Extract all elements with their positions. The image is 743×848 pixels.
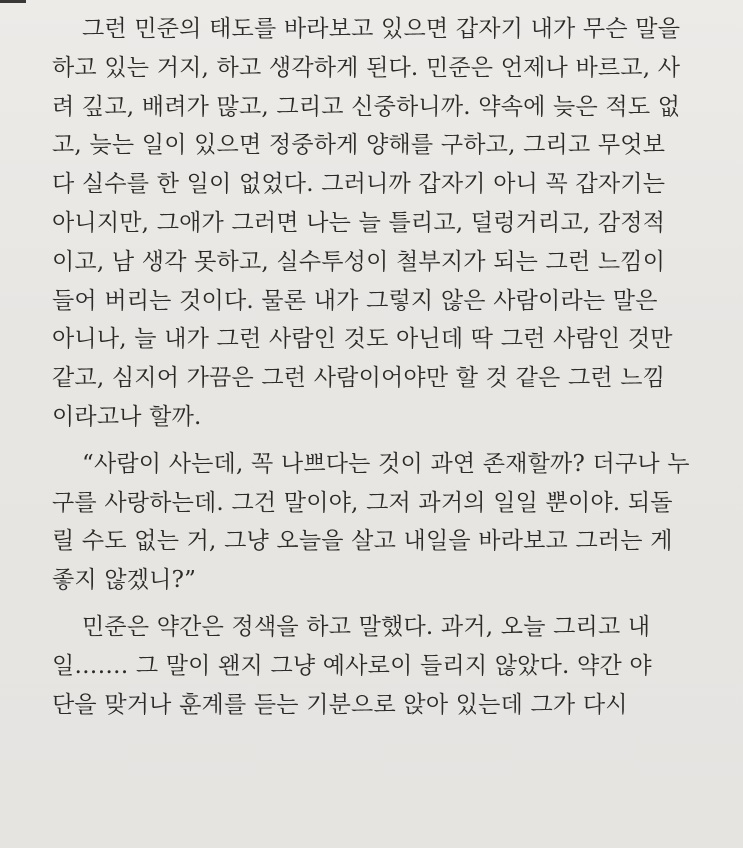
text-line: “사람이 사는데, 꼭 나쁘다는 것이 과연 존재할까? 더구나 누 <box>82 450 690 477</box>
text-line: 하고 있는 거지, 하고 생각하게 된다. 민준은 언제나 바르고, 사 <box>52 54 681 81</box>
text-line: 이고, 남 생각 못하고, 실수투성이 철부지가 되는 그런 느낌이 <box>52 248 666 275</box>
text-line: 아니나, 늘 내가 그런 사람인 것도 아닌데 딱 그런 사람인 것만 <box>52 326 673 353</box>
text-line: 그런 민준의 태도를 바라보고 있으면 갑자기 내가 무슨 말을 <box>82 16 681 42</box>
paragraph <box>52 10 717 437</box>
text-line: 좋지 않겠니?” <box>52 567 197 594</box>
text-line: 이라고나 할까. <box>52 403 202 430</box>
text-line: 같고, 심지어 가끔은 그런 사람이어야만 할 것 같은 그런 느낌 <box>52 365 666 392</box>
text-line: 일……. 그 말이 왠지 그냥 예사로이 들리지 않았다. 약간 야 <box>52 652 652 679</box>
text-line: 릴 수도 없는 거, 그냥 오늘을 살고 내일을 바라보고 그러는 게 <box>52 528 673 555</box>
body-text <box>52 10 717 724</box>
text-line: 단을 맞거나 훈계를 듣는 기분으로 앉아 있는데 그가 다시 <box>52 691 628 718</box>
paragraph <box>52 445 717 600</box>
text-line: 들어 버리는 것이다. 물론 내가 그렇지 않은 사람이라는 말은 <box>52 287 658 314</box>
text-line: 아니지만, 그애가 그러면 나는 늘 틀리고, 덜렁거리고, 감정적 <box>52 209 666 236</box>
text-line: 구를 사랑하는데. 그건 말이야, 그저 과거의 일일 뿐이야. 되돌 <box>52 489 673 516</box>
text-line: 민준은 약간은 정색을 하고 말했다. 과거, 오늘 그리고 내 <box>82 613 651 640</box>
text-line: 려 깊고, 배려가 많고, 그리고 신중하니까. 약속에 늦은 적도 없 <box>52 93 681 120</box>
text-line: 다 실수를 한 일이 없었다. 그러니까 갑자기 아니 꼭 갑자기는 <box>52 171 666 198</box>
paragraph <box>52 608 717 724</box>
page-edge-mark <box>0 0 26 3</box>
text-line: 고, 늦는 일이 있으면 정중하게 양해를 구하고, 그리고 무엇보 <box>52 132 666 159</box>
